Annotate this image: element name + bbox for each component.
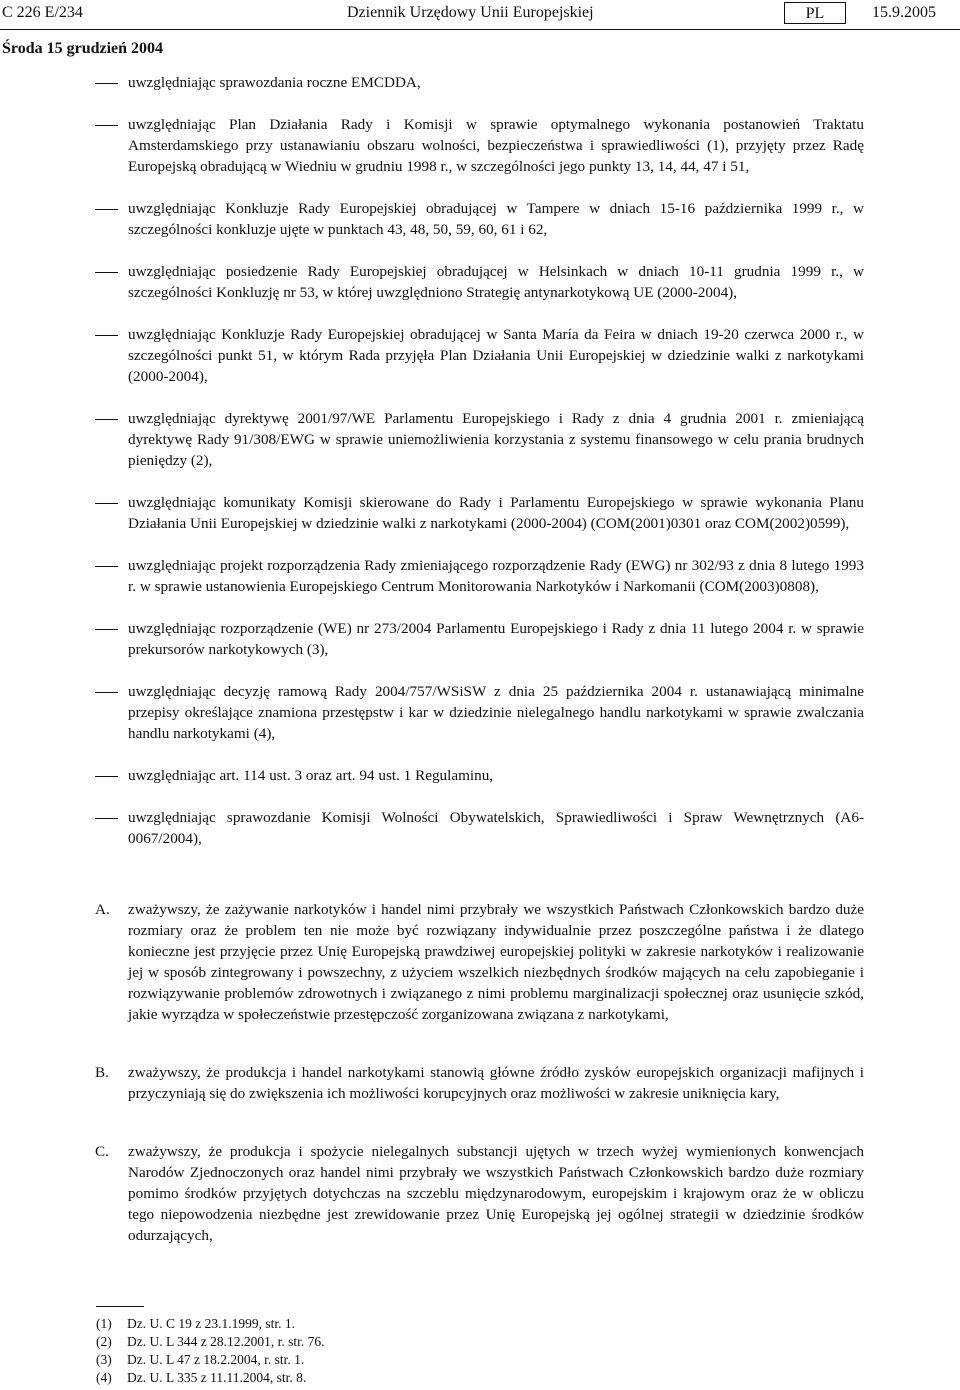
- recital-text: zważywszy, że produkcja i spożycie nielegalnych substancji ujętych w trzech wyżej wymienionych konwencjach Narodów Zjednoczonych oraz handel nimi przybrały we wszystkich Państwach Członkowskich bardzo duże rozmiary pomimo środków przyjętych dotychczas na szczeblu międzynarodowym, europejskim i krajowym oraz że w obliczu tego niepowodzenia niezbędne jest zrewidowanie przez Unię Europejską jej ogólnej strategii w dziedzinie środków odurzających,: [128, 1143, 864, 1244]
- citation: uwzględniając projekt rozporządzenia Rady zmieniającego rozporządzenie Rady (EWG) nr 302/93 z dnia 8 lutego 1993 r. w sprawie ustanowienia Europejskiego Centrum Monitorowania Narkotyków i Narkomanii (COM(2003)0808),: [0, 555, 864, 597]
- recital: [0, 1141, 864, 1246]
- dash-marker: [95, 335, 118, 336]
- recital-text: zważywszy, że produkcja i handel narkotykami stanowią główne źródło zysków europejskich organizacji mafijnych i przyczyniają się do zwiększenia ich możliwości korupcyjnych oraz możliwości w zakresie uniknięcia kary,: [128, 1064, 864, 1102]
- footnotes: [0, 1315, 960, 1387]
- recital-label: A.: [95, 901, 110, 918]
- header-rule: [0, 29, 960, 30]
- journal-title: Dziennik Urzędowy Unii Europejskiej: [347, 4, 594, 21]
- language-box: PL: [784, 2, 846, 24]
- citation: uwzględniając sprawozdania roczne EMCDDA,: [0, 72, 864, 93]
- page-header: [0, 4, 960, 28]
- recital: [0, 1062, 864, 1104]
- recital-label: C.: [95, 1143, 109, 1160]
- citation: uwzględniając Plan Działania Rady i Komisji w sprawie optymalnego wykonania postanowień Traktatu Amsterdamskiego przy ustanawianiu obszaru wolności, bezpieczeństwa i sprawiedliwości (1), przyjęty przez Radę Europejską obradującą w Wiedniu w grudniu 1998 r., w szczególności jego punkty 13, 14, 44, 47 i 51,: [0, 114, 864, 177]
- dash-marker: [95, 629, 118, 630]
- issue-date: 15.9.2005: [872, 4, 936, 21]
- dash-marker: [95, 83, 118, 84]
- recital: [0, 899, 864, 1025]
- recital-text: zważywszy, że zażywanie narkotyków i handel nimi przybrały we wszystkich Państwach Członkowskich bardzo duże rozmiary oraz że problem ten nie może być rozwiązany indywidualnie przez poszczególne państwa i że dlatego konieczne jest przyjęcie przez Unię Europejską prawdziwej europejskiej polityki w zakresie narkotyków i realizowanie jej w sposób zintegrowany i powszechny, z użyciem wszelkich niezbędnych środków mających na celu zapobieganie i rozwiązywanie problemów zdrowotnych i związanego z nimi problemu marginalizacji społecznej oraz usunięcie szkód, jakie wyrządza w społeczeństwie przestępczość zorganizowana związana z narkotykami,: [128, 901, 864, 1023]
- dash-marker: [95, 566, 118, 567]
- dash-marker: [95, 419, 118, 420]
- citation: uwzględniając rozporządzenie (WE) nr 273/2004 Parlamentu Europejskiego i Rady z dnia 11 lutego 2004 r. w sprawie prekursorów narkotykowych (3),: [0, 618, 864, 660]
- dash-marker: [95, 125, 118, 126]
- dash-marker: [95, 692, 118, 693]
- dash-marker: [95, 818, 118, 819]
- dash-marker: [95, 503, 118, 504]
- citation: uwzględniając Konkluzje Rady Europejskiej obradującej w Tampere w dniach 15-16 października 1999 r., w szczególności konkluzje ujęte w punktach 43, 48, 50, 59, 60, 61 i 62,: [0, 198, 864, 240]
- citation: uwzględniając sprawozdanie Komisji Wolności Obywatelskich, Sprawiedliwości i Spraw Wewnętrznych (A6-0067/2004),: [0, 807, 864, 849]
- page-reference: C 226 E/234: [2, 4, 83, 21]
- dash-marker: [95, 272, 118, 273]
- dash-marker: [95, 776, 118, 777]
- citation: uwzględniając art. 114 ust. 3 oraz art. 94 ust. 1 Regulaminu,: [0, 765, 864, 786]
- document-body: [0, 72, 960, 1246]
- footnote: (2) Dz. U. L 344 z 28.12.2001, r. str. 76.: [96, 1334, 325, 1349]
- dash-marker: [95, 209, 118, 210]
- citation: uwzględniając dyrektywę 2001/97/WE Parlamentu Europejskiego i Rady z dnia 4 grudnia 2001 r. zmieniającą dyrektywę Rady 91/308/EWG w sprawie uniemożliwienia korzystania z systemu finansowego w celu prania brudnych pieniędzy (2),: [0, 408, 864, 471]
- sitting-day: Środa 15 grudzień 2004: [2, 40, 164, 57]
- recital-label: B.: [95, 1064, 109, 1081]
- citation: uwzględniając decyzję ramową Rady 2004/757/WSiSW z dnia 25 października 2004 r. ustanawiającą minimalne przepisy określające znamiona przestępstw i kar w dziedzinie nielegalnego handlu narkotykami w sprawie zwalczania handlu narkotykami (4),: [0, 681, 864, 744]
- footnote: (3) Dz. U. L 47 z 18.2.2004, r. str. 1.: [96, 1352, 305, 1367]
- footnote: (4) Dz. U. L 335 z 11.11.2004, str. 8.: [96, 1370, 307, 1385]
- footnote-rule: [96, 1306, 144, 1307]
- citation: uwzględniając Konkluzje Rady Europejskiej obradującej w Santa María da Feira w dniach 19-20 czerwca 2000 r., w szczególności punkt 51, w którym Rada przyjęła Plan Działania Unii Europejskiej w dziedzinie walki z narkotykami (2000-2004),: [0, 324, 864, 387]
- citation: uwzględniając komunikaty Komisji skierowane do Rady i Parlamentu Europejskiego w sprawie wykonania Planu Działania Unii Europejskiej w dziedzinie walki z narkotykami (2000-2004) (COM(2001)0301 oraz COM(2002)0599),: [0, 492, 864, 534]
- citation: uwzględniając posiedzenie Rady Europejskiej obradującej w Helsinkach w dniach 10-11 grudnia 1999 r., w szczególności Konkluzję nr 53, w której uwzględniono Strategię antynarkotykową UE (2000-2004),: [0, 261, 864, 303]
- footnote: (1) Dz. U. C 19 z 23.1.1999, str. 1.: [96, 1316, 295, 1331]
